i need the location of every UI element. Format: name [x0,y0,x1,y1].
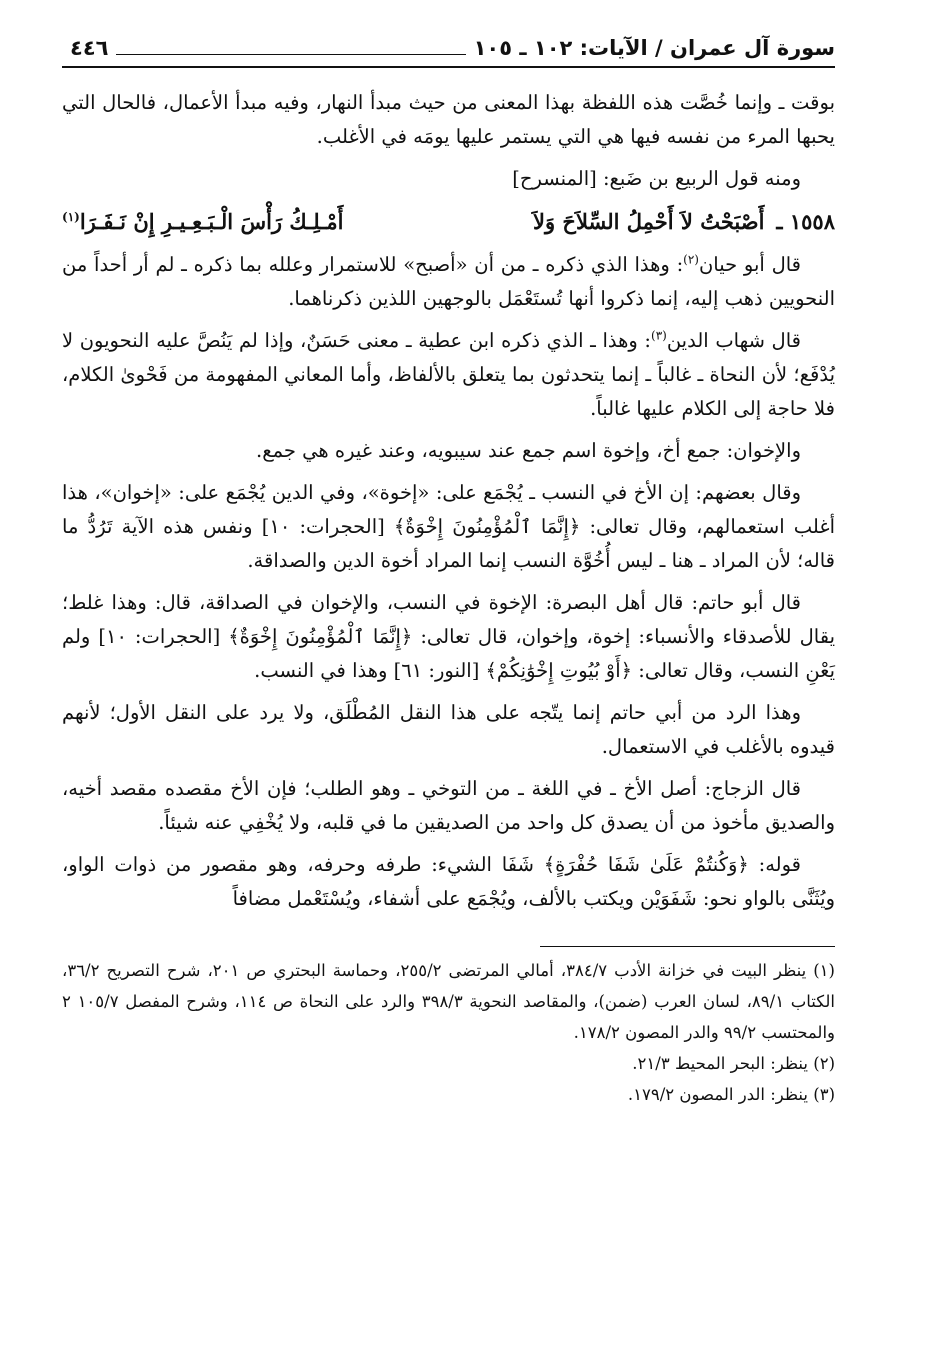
main-text [62,86,835,916]
paragraph: قوله: ﴿وَكُنتُمْ عَلَىٰ شَفَا حُفْرَةٍ﴾ شَفَا الشيء: طرفه وحرفه، وهو مقصور من ذوات الواو، ويُثَنَّى بالواو نحو: شَفَوَيْن ويكتب بالألف، ويُجْمَع على أشفاء، ويُسْتَعْمل مضافاً [62,853,835,910]
paragraph-rest: : وهذا ـ الذي ذكره ابن عطية ـ معنى حَسَنٌ، وإذا لم يَنُصَّ عليه النحويون لا يُدْفَع؛ لأن النحاة ـ غالباً ـ إنما يتحدثون بما يتعلق بالألفاظ، وأما المعاني المفهومة من فَحْوىٰ الكلام، فلا حاجة إلى الكلام عليها غالباً. [62,329,835,420]
paragraph: قال أبو حاتم: قال أهل البصرة: الإخوة في النسب، والإخوان في الصداقة، قال: وهذا غلط؛ يقال للأصدقاء والأنسباء: إخوة، وإخوان، قال تعالى: ﴿إِنَّمَا ٱلْمُؤْمِنُونَ إِخْوَةٌ﴾ [الحجرات: ١٠] ولم يَعْنِ النسب، وقال تعالى: ﴿أَوْ بُيُوتِ إِخْوَٰنِكُمْ﴾ [النور: ٦١] وهذا في النسب. [62,591,835,682]
footnote-ref: (١) [62,210,80,224]
paragraph: بوقت ـ وإنما خُصَّت هذه اللفظة بهذا المعنى من حيث مبدأ النهار، وفيه مبدأ الأعمال، فالحال التي يحبها المرء من نفسه فيها هي التي يستمر عليها يومَه في الأغلب. [62,91,835,148]
footnote: (١) ينظر البيت في خزانة الأدب ٣٨٤/٧، أمالي المرتضى ٢٥٥/٢، وحماسة البحتري ص ٢٠١، شرح التصريح ٣٦/٢، الكتاب ٨٩/١، لسان العرب (ضمن)، والمقاصد النحوية ٣٩٨/٣ والرد على النحاة ص ١١٤، وشرح المفصل ١٠٥/٧ ٢ والمحتسب ٩٩/٢ والدر المصون ١٧٨/٢. [62,961,836,1042]
footnote-ref: (٢) [683,252,699,267]
page [62,30,835,1110]
paragraph: والإخوان: جمع أخ، وإخوة اسم جمع عند سيبويه، وعند غيره هي جمع. [256,439,801,462]
verse-hemistich-2 [62,204,413,240]
paragraph: وهذا الرد من أبي حاتم إنما يتّجه على هذا النقل المُطْلَق، ولا يرد على النقل الأول؛ لأنهم قيدوه بالأغلب في الاستعمال. [62,701,835,758]
header-rule [116,42,465,55]
footnotes-section [62,946,835,1110]
page-number: ٤٤٦ [70,36,109,60]
verse-hemistich-2-text: أَمْـلِـكُ رَأْسَ الْـبَـعِـيـرِ إِنْ نَـفَـرَا [79,209,344,234]
verse-hemistich-1: أَصْبَحْتُ لاَ أَحْمِلُ السِّلاَحَ وَلاَ [532,209,765,234]
paragraph-rest: : وهذا الذي ذكره ـ من أن «أصبح» للاستمرار وعلله بما ذكره ـ لم أر أحداً من النحويين ذهب إليه، إنما ذكروا أنها تُستَعْمَل بالوجهين اللذين ذكرناهما. [62,253,835,310]
header-title: سورة آل عمران / الآيات: ١٠٢ ـ ١٠٥ [473,36,835,60]
paragraph [62,324,835,426]
footnotes [62,955,835,1110]
footnote-separator [540,946,835,947]
footnote-ref: (٣) [651,328,667,343]
verse-number: ١٥٥٨ ـ [776,209,835,234]
footnote: (٢) ينظر: البحر المحيط ٢١/٣. [632,1054,835,1073]
paragraph: ومنه قول الربيع بن ضَبع: [المنسرح] [512,167,801,190]
paragraph: قال الزجاج: أصل الأخ ـ في اللغة ـ من التوخي ـ وهو الطلب؛ فإن الأخ مقصده مقصد أخيه، والصديق مأخوذ من أن يصدق كل واحد من الصديقين ما في قلبه، ولا يُخْفِي عنه شيئاً. [62,777,835,834]
paragraph-lead: قال شهاب الدين [666,329,801,352]
paragraph: وقال بعضهم: إن الأخ في النسب ـ يُجْمَع على: «إخوة»، وفي الدين يُجْمَع على: «إخوان»، هذا أغلب استعمالهم، وقال تعالى: ﴿إِنَّمَا ٱلْمُؤْمِنُونَ إِخْوَةٌ﴾ [الحجرات: ١٠] ونفس هذه الآية تَرُدُّ ما قاله؛ لأن المراد ـ هنا ـ ليس أُخُوَّة النسب إنما المراد أخوة الدين والصداقة. [62,481,835,572]
running-header [62,30,835,68]
paragraph [62,248,835,316]
paragraph-lead: قال أبو حيان [698,253,801,276]
poetry-verse [62,204,835,240]
footnote: (٣) ينظر: الدر المصون ١٧٩/٢. [627,1085,835,1104]
